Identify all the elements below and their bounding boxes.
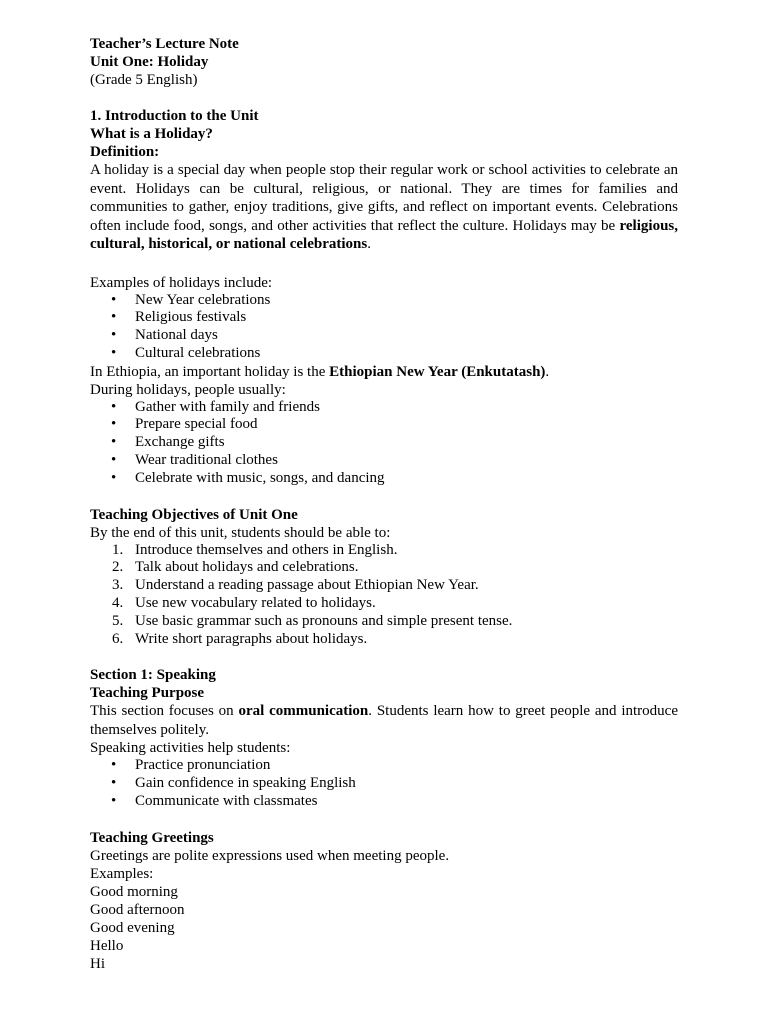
list-number: 5. xyxy=(112,612,124,629)
definition-bold-text: religious, cultural, historical, or national celebrations xyxy=(90,217,678,252)
list-text: Use basic grammar such as pronouns and simple present tense. xyxy=(135,612,513,629)
list-text: Understand a reading passage about Ethiopian New Year. xyxy=(135,577,479,594)
definition-paragraph xyxy=(90,161,678,254)
list-item: • National days xyxy=(135,327,678,345)
ethiopia-sentence xyxy=(90,363,678,381)
objectives-list xyxy=(90,542,678,649)
list-item: • Practice pronunciation xyxy=(135,757,678,775)
activities-list xyxy=(90,757,678,810)
list-item xyxy=(112,630,678,649)
list-item: • Exchange gifts xyxy=(135,434,678,452)
list-text: Write short paragraphs about holidays. xyxy=(135,630,368,647)
unit-title: Unit One: Holiday xyxy=(90,54,209,70)
during-list xyxy=(90,399,678,488)
greetings-heading: Teaching Greetings xyxy=(90,829,214,846)
list-item xyxy=(112,541,678,560)
list-item: • Gather with family and friends xyxy=(135,399,678,417)
list-item: • Religious festivals xyxy=(135,309,678,327)
list-number: 4. xyxy=(112,595,124,612)
definition-end: . xyxy=(367,236,371,252)
ethiopia-end: . xyxy=(545,363,550,380)
list-item: • Communicate with classmates xyxy=(135,793,678,811)
greetings-examples-label: Examples: xyxy=(90,865,154,882)
intro-question: What is a Holiday? xyxy=(90,126,213,142)
list-item xyxy=(112,577,678,595)
objectives-heading: Teaching Objectives of Unit One xyxy=(90,506,298,523)
purpose-text: This section focuses on xyxy=(90,703,239,720)
greeting-example: Hello xyxy=(90,937,124,954)
document-title: Teacher’s Lecture Note xyxy=(90,36,239,52)
list-item xyxy=(112,612,678,631)
definition-text: A holiday is a special day when people stop their regular work or school activities to celebrate an event. Holidays can be cultural, religious, or national. They are times for families and communities to gather, enjoy traditions, give gifts, and reflect on important events. Celebrations often include food, songs, and other activities that reflect the culture. Holidays may be xyxy=(90,162,678,234)
ethiopia-holiday-name: Ethiopian New Year (Enkutatash) xyxy=(329,363,546,380)
list-text: Talk about holidays and celebrations. xyxy=(135,559,359,576)
list-number: 3. xyxy=(112,577,124,594)
list-number: 1. xyxy=(112,541,124,558)
purpose-paragraph xyxy=(90,702,678,739)
greeting-example: Good afternoon xyxy=(90,901,185,918)
greeting-example: Good evening xyxy=(90,919,175,936)
examples-list xyxy=(90,292,678,363)
purpose-bold-text: oral communication xyxy=(238,703,369,720)
list-number: 6. xyxy=(112,630,124,647)
objectives-intro: By the end of this unit, students should be able to: xyxy=(90,524,391,541)
examples-intro: Examples of holidays include: xyxy=(90,274,273,291)
definition-label: Definition: xyxy=(90,144,160,160)
list-text: Use new vocabulary related to holidays. xyxy=(135,595,376,612)
list-item xyxy=(112,595,678,613)
intro-heading: 1. Introduction to the Unit xyxy=(90,108,259,124)
list-item: • New Year celebrations xyxy=(135,292,678,310)
activities-intro: Speaking activities help students: xyxy=(90,740,291,757)
list-item: • Wear traditional clothes xyxy=(135,452,678,470)
list-item: • Gain confidence in speaking English xyxy=(135,775,678,793)
purpose-end: . Students learn how to greet people and introduce themselves politely. xyxy=(90,703,678,738)
greeting-example: Hi xyxy=(90,955,105,972)
grade-label: (Grade 5 English) xyxy=(90,72,198,88)
greeting-example: Good morning xyxy=(90,883,178,900)
greetings-definition: Greetings are polite expressions used when meeting people. xyxy=(90,847,450,864)
list-item xyxy=(112,559,678,577)
lecture-note-page xyxy=(90,35,678,973)
ethiopia-text: In Ethiopia, an important holiday is the xyxy=(90,363,330,380)
list-item: • Celebrate with music, songs, and dancing xyxy=(135,470,678,488)
list-item: • Cultural celebrations xyxy=(135,345,678,363)
list-number: 2. xyxy=(112,559,124,576)
speaking-heading: Section 1: Speaking xyxy=(90,667,216,684)
list-text: Introduce themselves and others in English. xyxy=(135,541,398,558)
list-item: • Prepare special food xyxy=(135,416,678,434)
during-intro: During holidays, people usually: xyxy=(90,381,286,398)
purpose-heading: Teaching Purpose xyxy=(90,685,205,702)
